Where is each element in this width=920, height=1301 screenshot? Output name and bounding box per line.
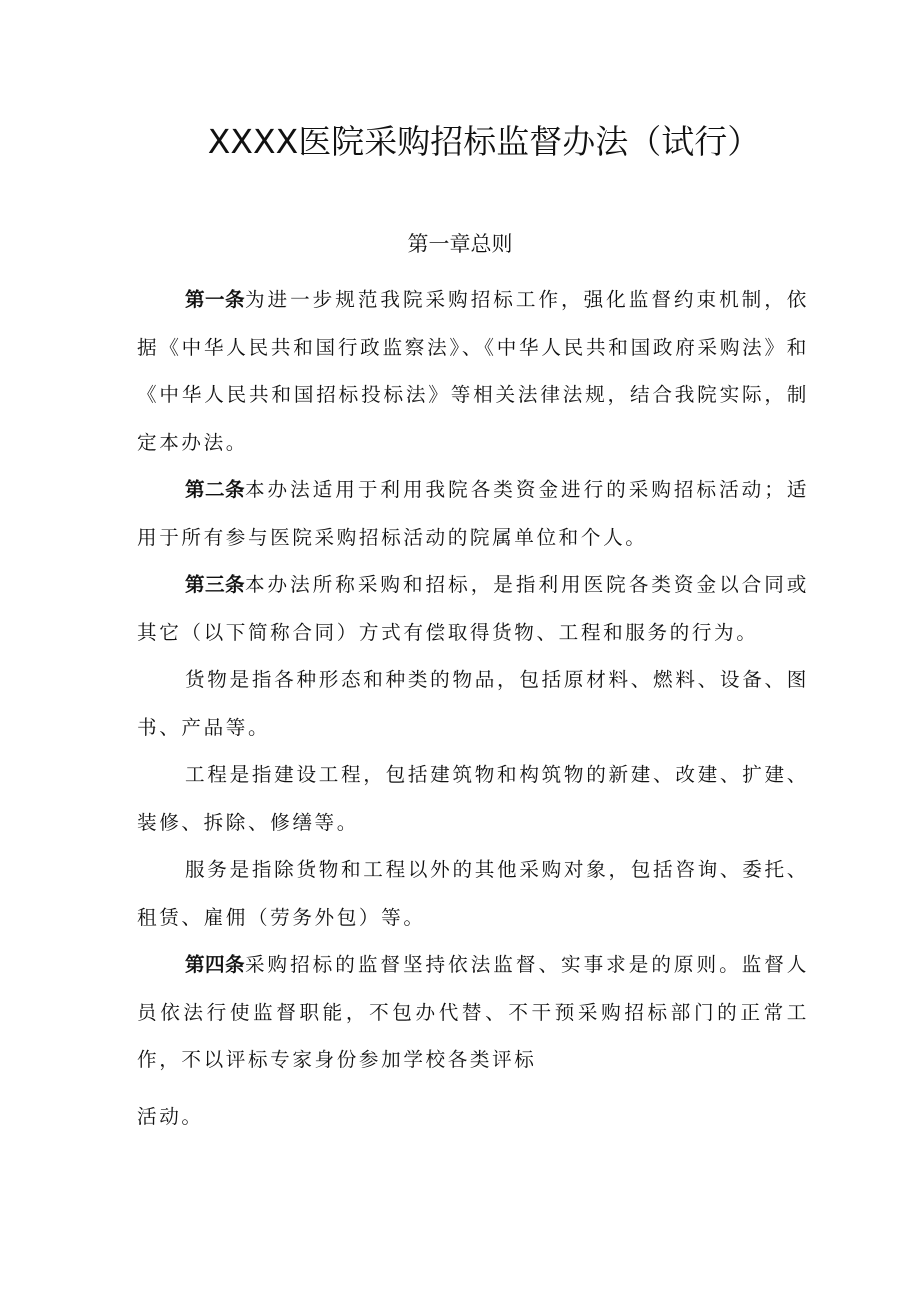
article-2-paragraph [137, 466, 809, 561]
service-definition-paragraph [137, 846, 809, 941]
article-text: 本办法适用于利用我院各类资金进行的采购招标活动；适用于所有参与医院采购招标活动的院属单位和个人。 [137, 478, 810, 549]
article-number: 第一条 [185, 288, 245, 311]
article-1-paragraph [137, 276, 809, 466]
document-body [137, 276, 809, 1140]
article-text: 服务是指除货物和工程以外的其他采购对象，包括咨询、委托、租赁、雇佣（劳务外包）等。 [137, 858, 809, 929]
article-4-paragraph [137, 941, 809, 1084]
article-text: 货物是指各种形态和种类的物品，包括原材料、燃料、设备、图书、产品等。 [137, 668, 809, 739]
goods-definition-paragraph [137, 656, 809, 751]
chapter-title: 第一章总则 [407, 232, 513, 256]
article-4-continuation: 活动。 [137, 1104, 204, 1128]
article-text: 本办法所称采购和招标，是指利用医院各类资金以合同或其它（以下简称合同）方式有偿取得货物、工程和服务的行为。 [137, 573, 810, 644]
article-text: 为进一步规范我院采购招标工作，强化监督约束机制，依据《中华人民共和国行政监察法》、《中华人民共和国政府采购法》和《中华人民共和国招标投标法》等相关法律法规，结合我院实际，制定本办法。 [137, 288, 810, 454]
article-text: 工程是指建设工程，包括建筑物和构筑物的新建、改建、扩建、装修、拆除、修缮等。 [137, 763, 809, 834]
article-3-paragraph [137, 561, 809, 656]
document-title: XXXX医院采购招标监督办法（试行） [207, 122, 761, 161]
engineering-definition-paragraph [137, 751, 809, 846]
article-text: 采购招标的监督坚持依法监督、实事求是的原则。监督人员依法行使监督职能，不包办代替、不干预采购招标部门的正常工作，不以评标专家身份参加学校各类评标 [137, 953, 810, 1071]
article-number: 第四条 [185, 953, 245, 976]
article-number: 第三条 [185, 573, 245, 596]
article-number: 第二条 [185, 478, 245, 501]
